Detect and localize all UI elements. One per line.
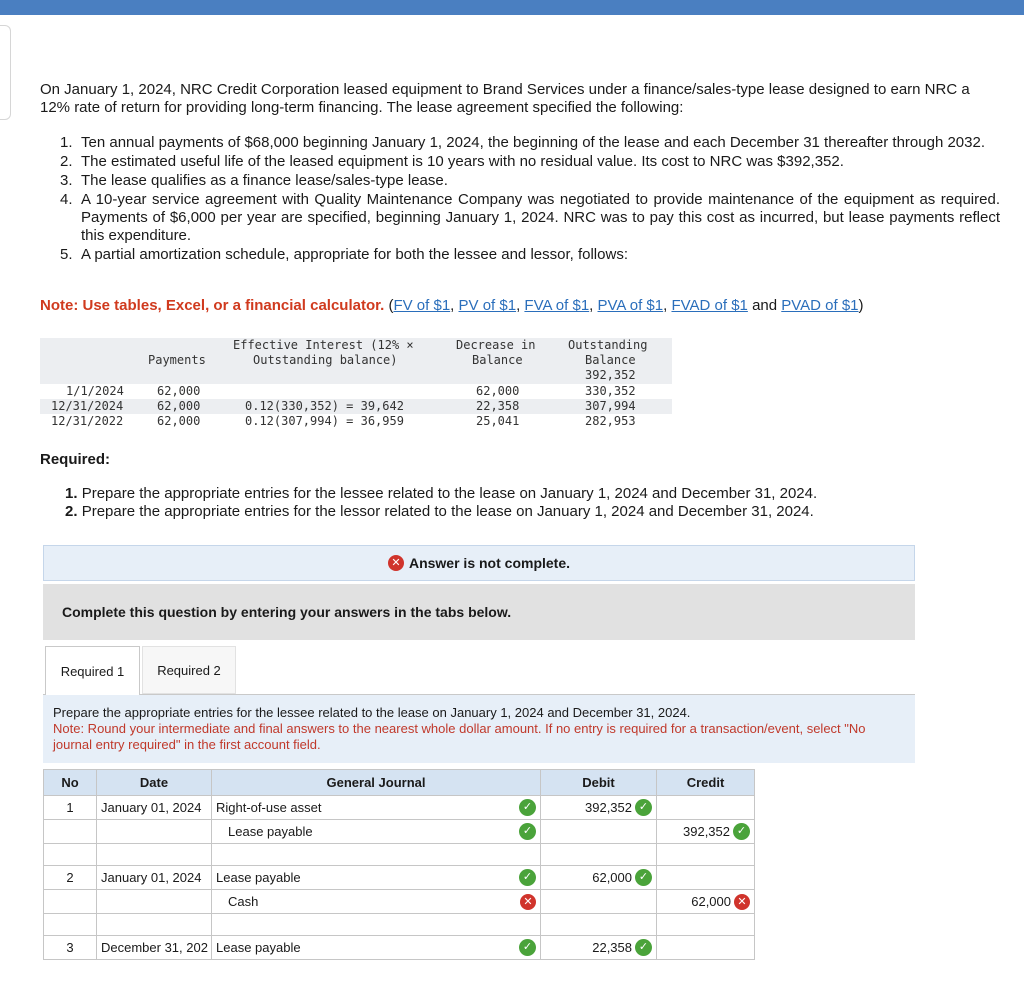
credit-field[interactable]	[657, 866, 755, 890]
amort-balance: 307,994	[585, 399, 636, 413]
col-general-journal: General Journal	[212, 770, 541, 796]
col-decrease-header-2: Balance	[472, 353, 523, 367]
account-field[interactable]: Lease payable ✓	[212, 866, 541, 890]
amort-payment: 62,000	[157, 399, 201, 413]
instructions-panel	[43, 695, 915, 763]
condition-item: 2. The estimated useful life of the leased equipment is 10 years with no residual value. Its cost to NRC was $392,352.	[60, 153, 844, 170]
entry-date[interactable]	[97, 820, 212, 844]
link-pva[interactable]: PVA of $1	[597, 297, 664, 314]
amort-date: 12/31/2022	[51, 414, 124, 428]
account-field[interactable]: Lease payable ✓	[212, 820, 541, 844]
entry-number	[44, 890, 97, 914]
credit-field[interactable]: 62,000 ✕	[657, 890, 755, 914]
check-icon: ✓	[635, 939, 652, 956]
table-row	[44, 820, 755, 844]
complete-prompt: Complete this question by entering your answers in the tabs below.	[43, 584, 915, 640]
check-icon: ✓	[635, 869, 652, 886]
amort-date: 1/1/2024	[66, 384, 124, 398]
col-interest-header-2: Outstanding balance)	[253, 353, 398, 367]
condition-item: 3. The lease qualifies as a finance lease/sales-type lease.	[60, 172, 448, 189]
table-row	[44, 936, 755, 960]
top-header-bar	[0, 0, 1024, 15]
credit-field[interactable]	[657, 796, 755, 820]
col-no: No	[44, 770, 97, 796]
check-icon: ✓	[519, 869, 536, 886]
condition-item: 4. A 10-year service agreement with Quality Maintenance Company was negotiated to provide maintenance of the equipment as required. Payments of $6,000 per year are specified, beginning January 1, 2024. NRC was to pay this cost as incurred, but lease payments reflect this expenditure.	[60, 191, 1000, 244]
check-icon: ✓	[519, 939, 536, 956]
entry-number	[44, 820, 97, 844]
debit-field[interactable]: 392,352 ✓	[541, 796, 657, 820]
required-item: 2. Prepare the appropriate entries for the lessor related to the lease on January 1, 2024 and December 31, 2024.	[65, 503, 814, 520]
note-label: Note: Use tables, Excel, or a financial calculator.	[40, 297, 385, 314]
table-note: Note: Use tables, Excel, or a financial calculator. (FV of $1, PV of $1, FVA of $1, PVA of $1, FVAD of $1 and PVAD of $1)	[40, 297, 864, 314]
amort-decrease: 62,000	[476, 384, 520, 398]
required-heading: Required:	[40, 451, 111, 468]
col-payments-header: Payments	[148, 353, 206, 367]
credit-field[interactable]	[657, 936, 755, 960]
table-row	[44, 890, 755, 914]
check-icon: ✓	[519, 823, 536, 840]
entry-date[interactable]	[97, 890, 212, 914]
entry-number: 3	[44, 936, 97, 960]
instructions-text: Prepare the appropriate entries for the lessee related to the lease on January 1, 2024 and December 31, 2024.	[53, 705, 691, 720]
check-icon: ✓	[733, 823, 750, 840]
debit-field[interactable]	[541, 890, 657, 914]
debit-field[interactable]	[541, 820, 657, 844]
entry-number: 2	[44, 866, 97, 890]
link-pv[interactable]: PV of $1	[458, 297, 517, 314]
account-field[interactable]: Right-of-use asset ✓	[212, 796, 541, 820]
required-list	[65, 485, 817, 521]
answer-status-banner	[43, 545, 915, 581]
col-date: Date	[97, 770, 212, 796]
amort-payment: 62,000	[157, 414, 201, 428]
entry-date[interactable]: January 01, 2024	[97, 796, 212, 820]
link-fv[interactable]: FV of $1	[393, 297, 451, 314]
table-row	[44, 914, 755, 936]
check-icon: ✓	[519, 799, 536, 816]
instructions-note: Note: Round your intermediate and final answers to the nearest whole dollar amount. If no entry is required for a transaction/event, select "No journal entry required" in the first account field.	[53, 721, 866, 752]
link-pvad[interactable]: PVAD of $1	[781, 297, 859, 314]
debit-field[interactable]: 22,358 ✓	[541, 936, 657, 960]
amort-payment: 62,000	[157, 384, 201, 398]
link-fvad[interactable]: FVAD of $1	[671, 297, 748, 314]
col-outstanding-header-2: Balance	[585, 353, 636, 367]
amort-date: 12/31/2024	[51, 399, 124, 413]
entry-date[interactable]: January 01, 2024	[97, 866, 212, 890]
col-debit: Debit	[541, 770, 657, 796]
tab-required-1[interactable]: Required 1	[45, 646, 140, 695]
incorrect-icon: ✕	[520, 894, 536, 910]
amort-interest: 0.12(307,994) = 36,959	[245, 414, 404, 428]
side-panel-handle[interactable]	[0, 25, 11, 120]
condition-item: 5. A partial amortization schedule, appropriate for both the lessee and lessor, follows:	[60, 246, 628, 263]
credit-field[interactable]: 392,352 ✓	[657, 820, 755, 844]
col-interest-header: Effective Interest (12% ×	[233, 338, 414, 352]
entry-date[interactable]: December 31, 202	[97, 936, 212, 960]
col-credit: Credit	[657, 770, 755, 796]
table-row	[44, 866, 755, 890]
problem-intro: On January 1, 2024, NRC Credit Corporation leased equipment to Brand Services under a finance/sales-type lease designed to earn NRC a 12% rate of return for providing long-term financing. The lease agreement specified the following:	[40, 81, 970, 116]
col-decrease-header: Decrease in	[456, 338, 536, 352]
tab-required-2[interactable]: Required 2	[142, 646, 236, 694]
debit-field[interactable]: 62,000 ✓	[541, 866, 657, 890]
account-field[interactable]: Lease payable ✓	[212, 936, 541, 960]
opening-balance: 392,352	[585, 368, 636, 382]
condition-item: 1. Ten annual payments of $68,000 beginning January 1, 2024, the beginning of the lease and each December 31 thereafter through 2032.	[60, 134, 985, 151]
entry-number: 1	[44, 796, 97, 820]
amort-balance: 330,352	[585, 384, 636, 398]
table-row	[44, 844, 755, 866]
amort-decrease: 25,041	[476, 414, 520, 428]
lease-conditions-list	[60, 134, 1000, 265]
answer-status-text: Answer is not complete.	[408, 555, 571, 571]
incorrect-icon: ✕	[734, 894, 750, 910]
required-item: 1. Prepare the appropriate entries for the lessee related to the lease on January 1, 2024 and December 31, 2024.	[65, 485, 818, 502]
journal-table	[43, 769, 755, 960]
check-icon: ✓	[635, 799, 652, 816]
col-outstanding-header: Outstanding	[568, 338, 648, 352]
journal-header-row	[44, 770, 755, 796]
table-row	[44, 796, 755, 820]
amort-decrease: 22,358	[476, 399, 520, 413]
account-field[interactable]: Cash ✕	[212, 890, 541, 914]
incorrect-icon: ✕	[388, 555, 404, 571]
amort-interest: 0.12(330,352) = 39,642	[245, 399, 404, 413]
link-fva[interactable]: FVA of $1	[524, 297, 590, 314]
amort-balance: 282,953	[585, 414, 636, 428]
